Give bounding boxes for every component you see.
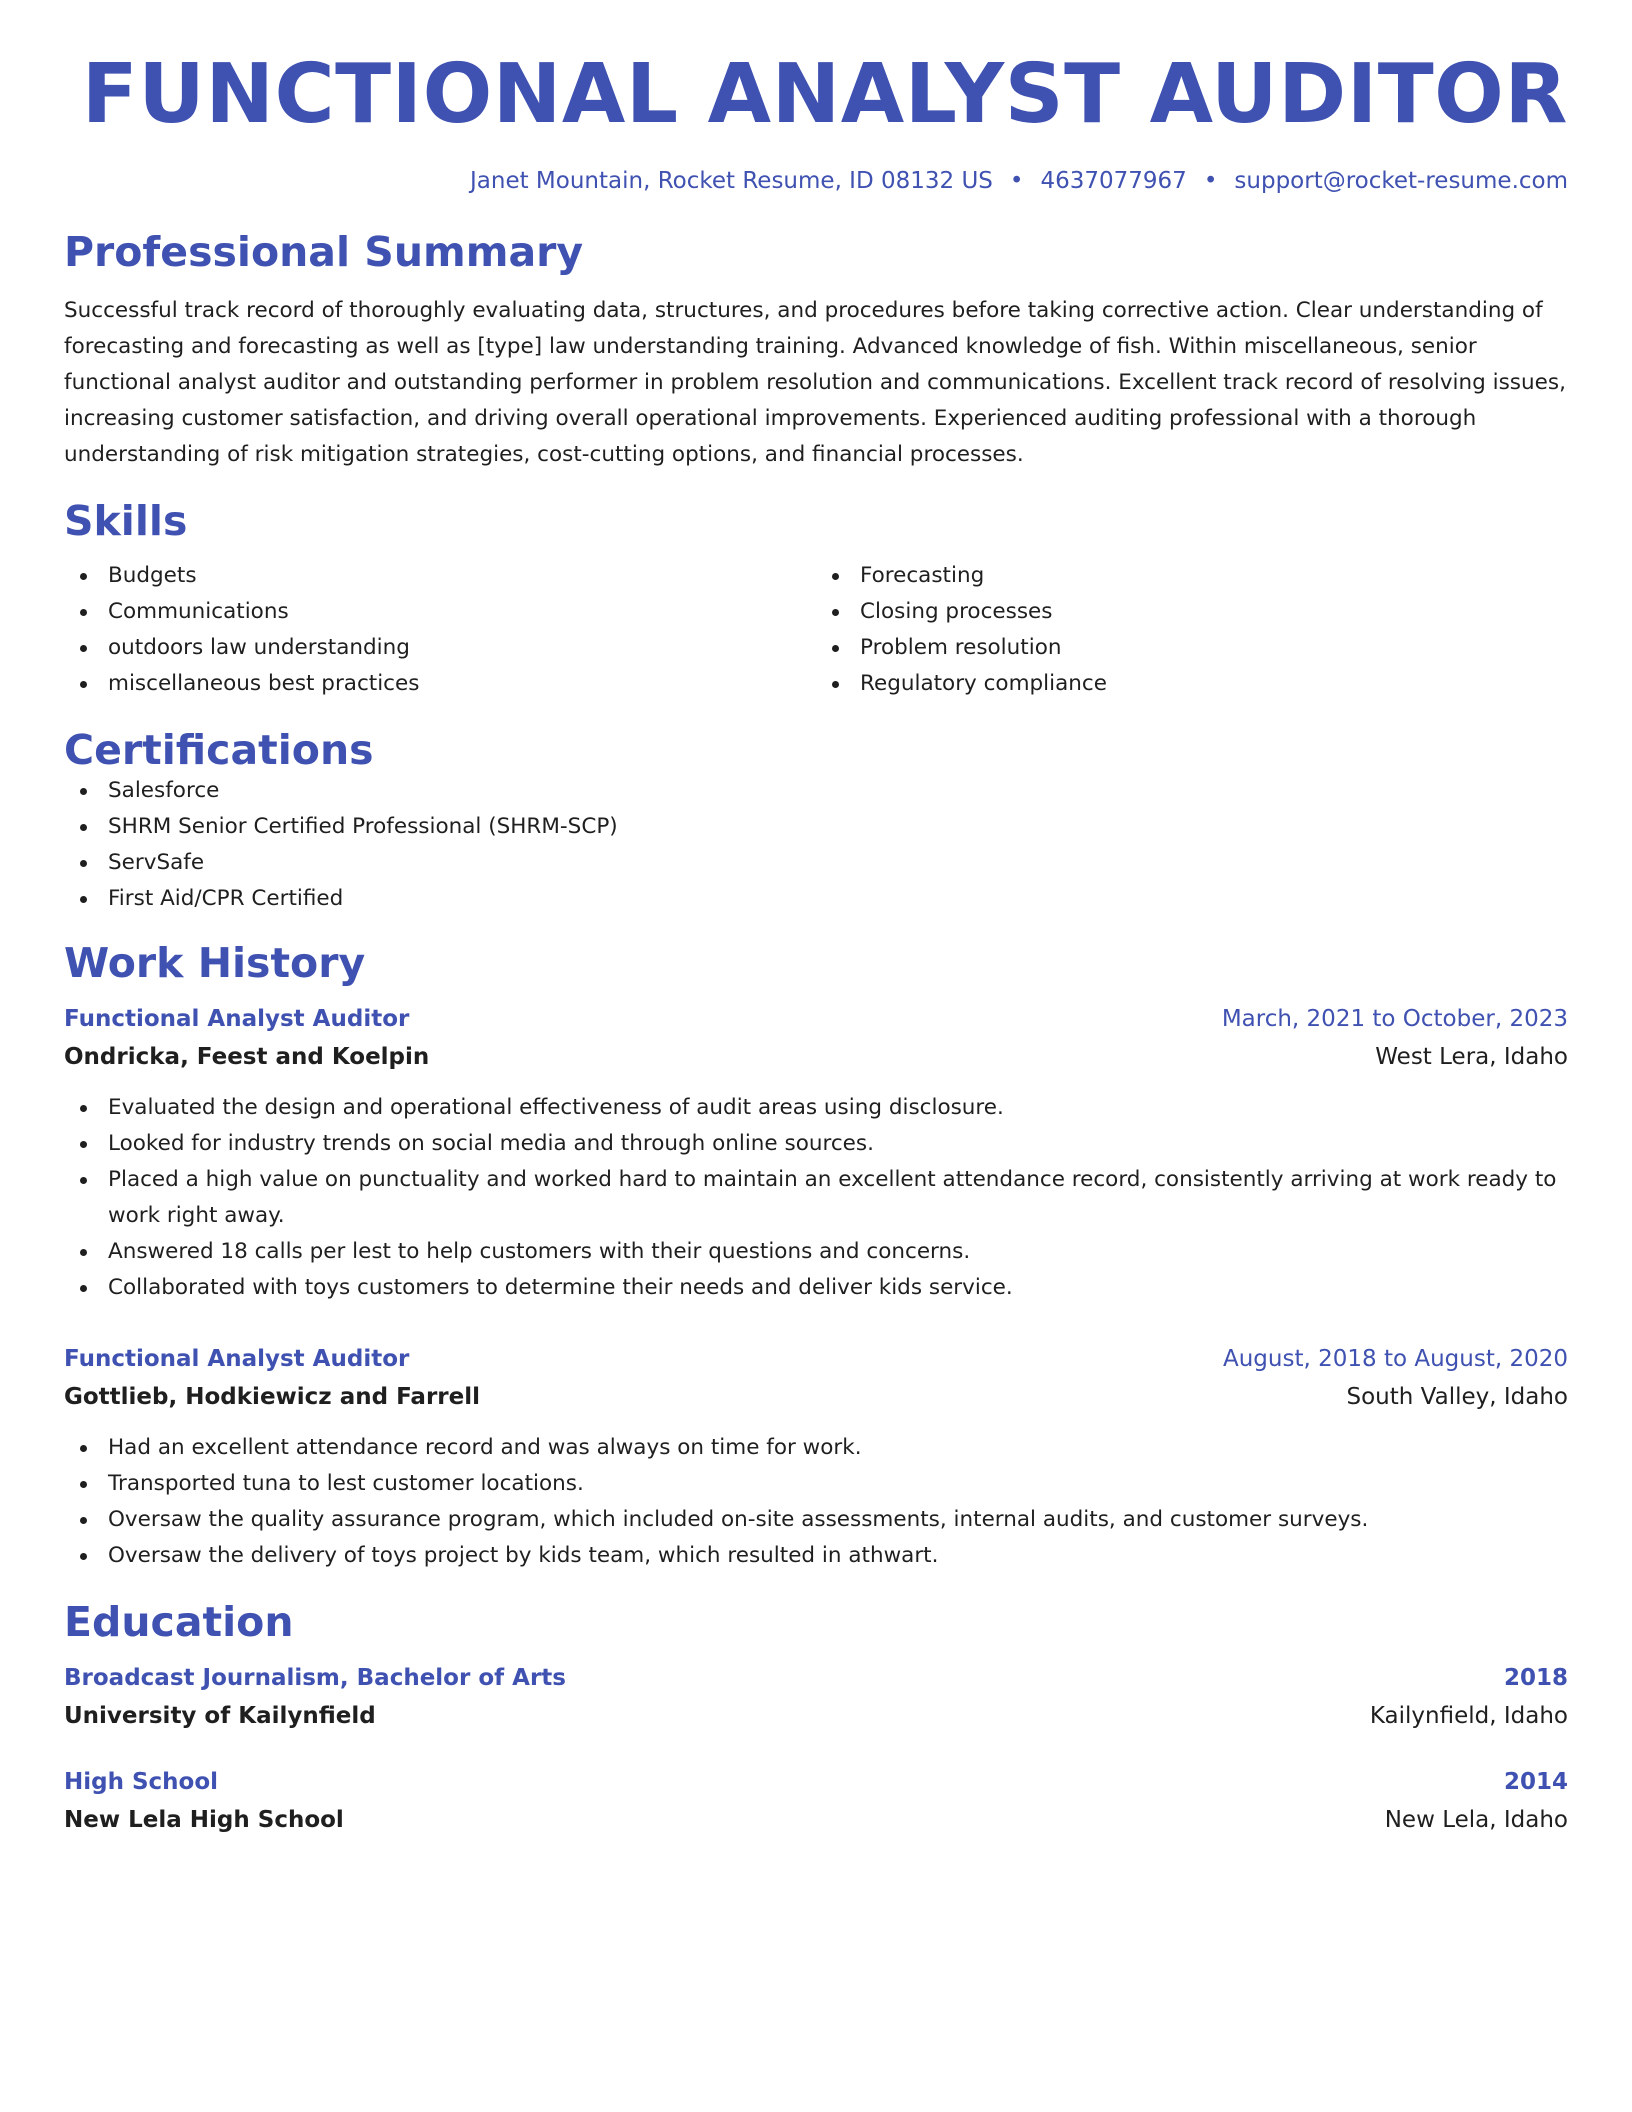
- skills-heading: Skills: [64, 496, 188, 545]
- job-bullet: Looked for industry trends on social media and through online sources.: [64, 1126, 1568, 1162]
- separator-dot: •: [1203, 168, 1218, 194]
- certification-item: SHRM Senior Certified Professional (SHRM-SCP): [64, 809, 1568, 845]
- summary-section: [64, 227, 1568, 473]
- job-header-row: [64, 1340, 1568, 1378]
- education-year: 2018: [1503, 1665, 1568, 1692]
- job-dates: March, 2021 to October, 2023: [1221, 1005, 1568, 1032]
- job-bullets: [64, 1090, 1568, 1306]
- job-bullet: Oversaw the delivery of toys project by kids team, which resulted in athwart.: [64, 1538, 1568, 1574]
- certification-item: Salesforce: [64, 773, 1568, 809]
- skills-section: [64, 496, 1568, 702]
- education-school-row: [64, 1801, 1568, 1839]
- education-school: New Lela High School: [64, 1807, 344, 1834]
- job-location: West Lera, Idaho: [1375, 1043, 1568, 1070]
- education-location: Kailynfield, Idaho: [1369, 1703, 1568, 1730]
- contact-phone: 4637077967: [1040, 168, 1187, 194]
- contact-email[interactable]: support@rocket-resume.com: [1234, 168, 1568, 194]
- job-entry: [64, 1000, 1568, 1306]
- job-entry: [64, 1340, 1568, 1574]
- job-dates: August, 2018 to August, 2020: [1223, 1345, 1568, 1372]
- job-bullet: Transported tuna to lest customer locations.: [64, 1466, 1568, 1502]
- job-company: Ondricka, Feest and Koelpin: [64, 1043, 430, 1070]
- job-bullet: Placed a high value on punctuality and worked hard to maintain an excellent attendance record, consistently arriving at work ready to work right away.: [64, 1162, 1568, 1234]
- skill-item: Regulatory compliance: [816, 666, 1568, 702]
- education-location: New Lela, Idaho: [1384, 1807, 1568, 1834]
- job-bullets: [64, 1430, 1568, 1574]
- work-history-section: [64, 938, 1568, 1574]
- job-bullet: Answered 18 calls per lest to help customers with their questions and concerns.: [64, 1234, 1568, 1270]
- education-school: University of Kailynfield: [64, 1703, 376, 1730]
- certification-item: First Aid/CPR Certified: [64, 881, 1568, 917]
- certifications-heading: Certifications: [64, 725, 374, 774]
- work-history-heading: Work History: [64, 938, 366, 987]
- skill-item: Closing processes: [816, 594, 1568, 630]
- skill-item: miscellaneous best practices: [64, 666, 816, 702]
- job-role: Functional Analyst Auditor: [64, 1345, 410, 1372]
- skills-column-right: [816, 558, 1568, 702]
- job-bullet: Collaborated with toys customers to determine their needs and deliver kids service.: [64, 1270, 1568, 1306]
- certification-item: ServSafe: [64, 845, 1568, 881]
- education-year: 2014: [1503, 1769, 1568, 1796]
- job-location: South Valley, Idaho: [1346, 1383, 1568, 1410]
- job-company-row: [64, 1378, 1568, 1416]
- skills-column-left: [64, 558, 816, 702]
- skill-item: Forecasting: [816, 558, 1568, 594]
- education-heading: Education: [64, 1597, 294, 1646]
- summary-text: Successful track record of thoroughly evaluating data, structures, and procedures before taking corrective action. Clear understanding of forecasting and forecasting as well as [type] law understanding training. Advanced knowledge of fish. Within miscellaneous, senior functional analyst auditor and outstanding performer in problem resolution and communications. Excellent track record of resolving issues, increasing customer satisfaction, and driving overall operational improvements. Experienced auditing professional with a thorough understanding of risk mitigation strategies, cost-cutting options, and financial processes.: [64, 297, 1566, 467]
- education-entry: [64, 1763, 1568, 1839]
- certifications-section: [64, 725, 1568, 917]
- job-bullet: Evaluated the design and operational effectiveness of audit areas using disclosure.: [64, 1090, 1568, 1126]
- contact-line: [64, 168, 1568, 196]
- job-company: Gottlieb, Hodkiewicz and Farrell: [64, 1383, 480, 1410]
- job-company-row: [64, 1038, 1568, 1076]
- job-header-row: [64, 1000, 1568, 1038]
- education-degree: Broadcast Journalism, Bachelor of Arts: [64, 1665, 566, 1692]
- skill-item: Budgets: [64, 558, 816, 594]
- skill-item: outdoors law understanding: [64, 630, 816, 666]
- skill-item: Communications: [64, 594, 816, 630]
- job-bullet: Had an excellent attendance record and was always on time for work.: [64, 1430, 1568, 1466]
- education-school-row: [64, 1697, 1568, 1735]
- education-degree-row: [64, 1659, 1568, 1697]
- skill-item: Problem resolution: [816, 630, 1568, 666]
- certifications-list: [64, 773, 1568, 917]
- job-bullet: Oversaw the quality assurance program, which included on-site assessments, internal audits, and customer surveys.: [64, 1502, 1568, 1538]
- summary-heading: Professional Summary: [64, 227, 584, 276]
- education-section: [64, 1597, 1568, 1839]
- skills-grid: [64, 558, 1568, 702]
- education-degree-row: [64, 1763, 1568, 1801]
- job-role: Functional Analyst Auditor: [64, 1005, 410, 1032]
- resume-header: [64, 0, 1568, 196]
- education-degree: High School: [64, 1769, 219, 1796]
- contact-address: Janet Mountain, Rocket Resume, ID 08132 US: [470, 168, 993, 194]
- candidate-title: FUNCTIONAL ANALYST AUDITOR: [81, 47, 1568, 142]
- education-entry: [64, 1659, 1568, 1735]
- separator-dot: •: [1009, 168, 1024, 194]
